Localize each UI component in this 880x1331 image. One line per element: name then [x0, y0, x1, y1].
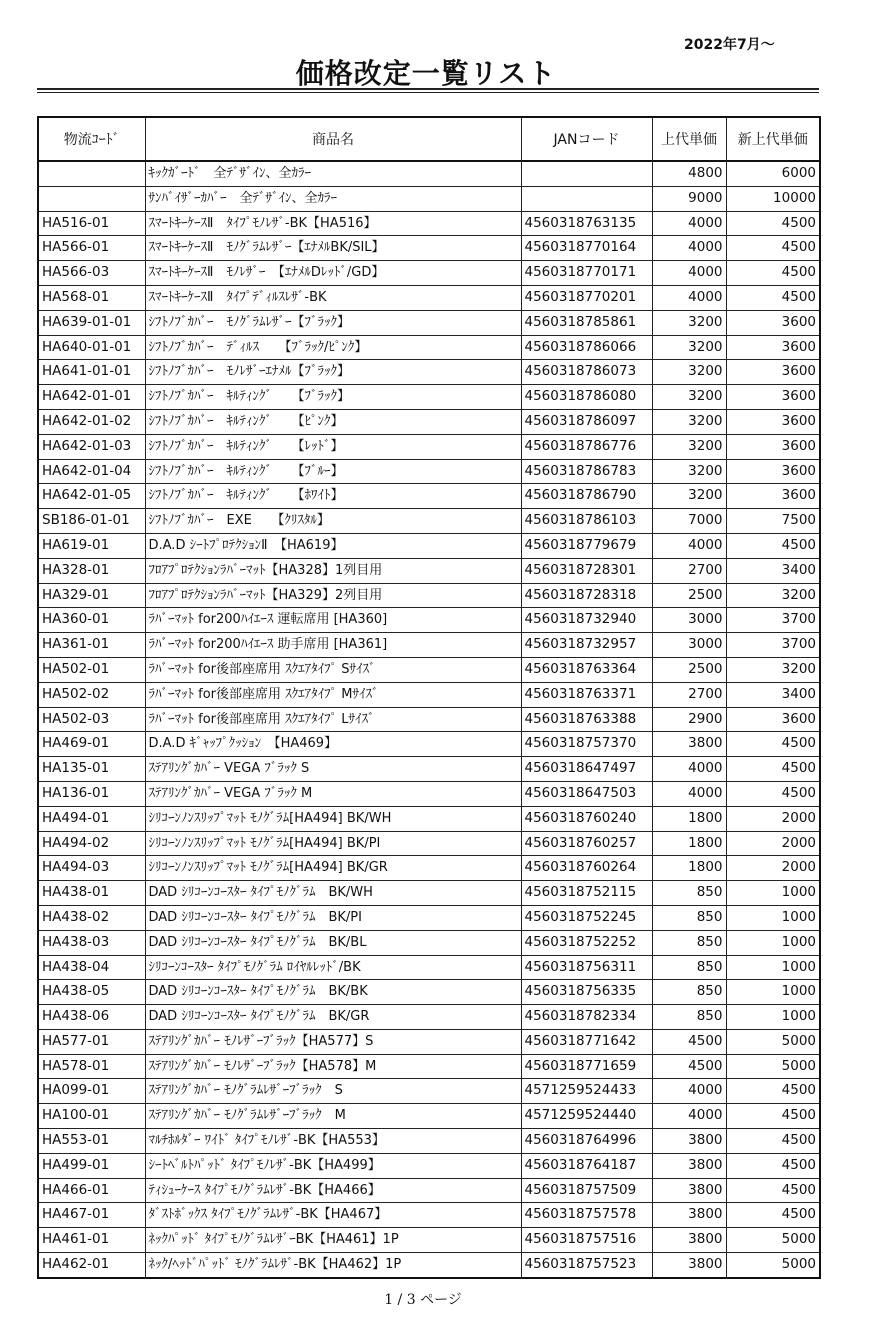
table-row [38, 533, 820, 558]
cell-retail-price: 7000 [652, 509, 726, 534]
cell-product-name: ﾗﾊﾞｰﾏｯﾄ for200ﾊｲｴｰｽ 運転席用 [HA360] [145, 608, 521, 633]
cell-logistics-code: HA466-01 [38, 1178, 145, 1203]
table-row [38, 1079, 820, 1104]
cell-retail-price: 4000 [652, 781, 726, 806]
cell-logistics-code: HA329-01 [38, 583, 145, 608]
cell-product-name: ｽﾃｱﾘﾝｸﾞｶﾊﾞｰ VEGA ﾌﾞﾗｯｸ S [145, 757, 521, 782]
cell-new-retail-price: 4500 [726, 757, 820, 782]
cell-logistics-code: HA499-01 [38, 1153, 145, 1178]
cell-jan-code: 4560318760264 [521, 856, 652, 881]
cell-retail-price: 4000 [652, 533, 726, 558]
cell-retail-price: 3200 [652, 310, 726, 335]
cell-logistics-code: HA502-03 [38, 707, 145, 732]
cell-jan-code: 4560318763371 [521, 682, 652, 707]
cell-retail-price: 4000 [652, 1079, 726, 1104]
cell-jan-code: 4560318757523 [521, 1253, 652, 1278]
cell-product-name: ｼﾘｺｰﾝｺｰｽﾀｰ ﾀｲﾌﾟﾓﾉｸﾞﾗﾑ ﾛｲﾔﾙﾚｯﾄﾞ/BK [145, 955, 521, 980]
cell-new-retail-price: 3700 [726, 633, 820, 658]
cell-product-name: ｽﾃｱﾘﾝｸﾞｶﾊﾞｰ ﾓﾉﾚｻﾞｰﾌﾞﾗｯｸ【HA578】M [145, 1054, 521, 1079]
cell-product-name: ｽﾏｰﾄｷｰｹｰｽⅡ ﾀｲﾌﾟﾃﾞｨﾙｽﾚｻﾞ-BK [145, 285, 521, 310]
cell-jan-code: 4560318647503 [521, 781, 652, 806]
cell-jan-code: 4571259524433 [521, 1079, 652, 1104]
list-date: 2022年7月～ [684, 37, 775, 53]
cell-jan-code: 4560318757516 [521, 1228, 652, 1253]
cell-new-retail-price: 4500 [726, 1104, 820, 1129]
cell-logistics-code: HA099-01 [38, 1079, 145, 1104]
cell-logistics-code: HA568-01 [38, 285, 145, 310]
cell-new-retail-price: 1000 [726, 930, 820, 955]
cell-product-name: ｻﾝﾊﾞｲｻﾞｰｶﾊﾞｰ 全ﾃﾞｻﾞｲﾝ、全ｶﾗｰ [145, 186, 521, 211]
cell-retail-price: 9000 [652, 186, 726, 211]
table-row [38, 757, 820, 782]
cell-product-name: ﾗﾊﾞｰﾏｯﾄ for後部座席用 ｽｸｴｱﾀｲﾌﾟ Sｻｲｽﾞ [145, 657, 521, 682]
cell-logistics-code: HA619-01 [38, 533, 145, 558]
table-row [38, 657, 820, 682]
cell-new-retail-price: 1000 [726, 955, 820, 980]
cell-product-name: DAD ｼﾘｺｰﾝｺｰｽﾀｰ ﾀｲﾌﾟﾓﾉｸﾞﾗﾑ BK/PI [145, 905, 521, 930]
cell-product-name: ｼﾌﾄﾉﾌﾞｶﾊﾞｰ EXE 【ｸﾘｽﾀﾙ】 [145, 509, 521, 534]
cell-new-retail-price: 3400 [726, 558, 820, 583]
table-row [38, 558, 820, 583]
cell-logistics-code: HA641-01-01 [38, 360, 145, 385]
cell-new-retail-price: 3600 [726, 335, 820, 360]
cell-product-name: ﾈｯｸ/ﾍｯﾄﾞﾊﾟｯﾄﾞ ﾓﾉｸﾞﾗﾑﾚｻﾞ-BK【HA462】1P [145, 1253, 521, 1278]
cell-logistics-code: HA516-01 [38, 211, 145, 236]
table-row [38, 1029, 820, 1054]
cell-logistics-code: HA461-01 [38, 1228, 145, 1253]
cell-jan-code: 4560318763388 [521, 707, 652, 732]
table-row [38, 459, 820, 484]
cell-retail-price: 3200 [652, 459, 726, 484]
cell-logistics-code: HA642-01-01 [38, 385, 145, 410]
cell-new-retail-price: 3600 [726, 459, 820, 484]
cell-retail-price: 1800 [652, 831, 726, 856]
cell-jan-code: 4560318786783 [521, 459, 652, 484]
table-row [38, 261, 820, 286]
cell-new-retail-price: 5000 [726, 1054, 820, 1079]
cell-logistics-code: HA438-04 [38, 955, 145, 980]
cell-product-name: ｼﾘｺｰﾝﾉﾝｽﾘｯﾌﾟﾏｯﾄ ﾓﾉｸﾞﾗﾑ[HA494] BK/WH [145, 806, 521, 831]
cell-product-name: ｽﾃｱﾘﾝｸﾞｶﾊﾞｰ ﾓﾉｸﾞﾗﾑﾚｻﾞｰﾌﾞﾗｯｸ M [145, 1104, 521, 1129]
cell-jan-code: 4560318786073 [521, 360, 652, 385]
cell-jan-code: 4560318786066 [521, 335, 652, 360]
cell-jan-code: 4560318779679 [521, 533, 652, 558]
cell-new-retail-price: 3600 [726, 310, 820, 335]
cell-jan-code: 4560318728318 [521, 583, 652, 608]
cell-new-retail-price: 4500 [726, 236, 820, 261]
cell-logistics-code: HA469-01 [38, 732, 145, 757]
cell-jan-code: 4560318770171 [521, 261, 652, 286]
cell-product-name: ｼﾌﾄﾉﾌﾞｶﾊﾞｰ ｷﾙﾃｨﾝｸﾞ 【ﾌﾞﾗｯｸ】 [145, 385, 521, 410]
cell-logistics-code: HA642-01-04 [38, 459, 145, 484]
table-row [38, 583, 820, 608]
table-row [38, 881, 820, 906]
cell-product-name: DAD ｼﾘｺｰﾝｺｰｽﾀｰ ﾀｲﾌﾟﾓﾉｸﾞﾗﾑ BK/BL [145, 930, 521, 955]
cell-new-retail-price: 4500 [726, 1129, 820, 1154]
table-row [38, 1104, 820, 1129]
cell-logistics-code: HA577-01 [38, 1029, 145, 1054]
table-row [38, 409, 820, 434]
cell-jan-code: 4560318771642 [521, 1029, 652, 1054]
table-row [38, 980, 820, 1005]
cell-retail-price: 2900 [652, 707, 726, 732]
cell-retail-price: 850 [652, 905, 726, 930]
cell-jan-code: 4560318752115 [521, 881, 652, 906]
table-row [38, 955, 820, 980]
cell-retail-price: 3200 [652, 360, 726, 385]
cell-product-name: ｼｰﾄﾍﾞﾙﾄﾊﾟｯﾄﾞ ﾀｲﾌﾟﾓﾉﾚｻﾞ-BK【HA499】 [145, 1153, 521, 1178]
cell-retail-price: 4000 [652, 1104, 726, 1129]
table-row [38, 1153, 820, 1178]
cell-product-name: ｽﾏｰﾄｷｰｹｰｽⅡ ﾓﾉﾚｻﾞｰ 【ｴﾅﾒﾙDﾚｯﾄﾞ/GD】 [145, 261, 521, 286]
cell-jan-code: 4560318770201 [521, 285, 652, 310]
table-row [38, 806, 820, 831]
cell-product-name: ﾌﾛｱﾌﾟﾛﾃｸｼｮﾝﾗﾊﾞｰﾏｯﾄ【HA328】1列目用 [145, 558, 521, 583]
cell-new-retail-price: 1000 [726, 980, 820, 1005]
cell-logistics-code: HA467-01 [38, 1203, 145, 1228]
cell-retail-price: 3800 [652, 1228, 726, 1253]
price-revision-table [37, 116, 821, 1279]
cell-product-name: ﾗﾊﾞｰﾏｯﾄ for200ﾊｲｴｰｽ 助手席用 [HA361] [145, 633, 521, 658]
cell-logistics-code: HA578-01 [38, 1054, 145, 1079]
cell-retail-price: 4800 [652, 161, 726, 186]
cell-retail-price: 4000 [652, 757, 726, 782]
cell-jan-code [521, 161, 652, 186]
cell-logistics-code: HA642-01-03 [38, 434, 145, 459]
cell-product-name: ﾃｨｼｭｰｹｰｽ ﾀｲﾌﾟﾓﾉｸﾞﾗﾑﾚｻﾞ-BK【HA466】 [145, 1178, 521, 1203]
cell-new-retail-price: 4500 [726, 1153, 820, 1178]
cell-retail-price: 850 [652, 1005, 726, 1030]
cell-logistics-code: HA438-03 [38, 930, 145, 955]
table-row [38, 608, 820, 633]
cell-retail-price: 3200 [652, 335, 726, 360]
cell-new-retail-price: 7500 [726, 509, 820, 534]
cell-jan-code: 4560318760240 [521, 806, 652, 831]
cell-new-retail-price: 2000 [726, 856, 820, 881]
cell-logistics-code: HA462-01 [38, 1253, 145, 1278]
cell-product-name: ｽﾏｰﾄｷｰｹｰｽⅡ ﾀｲﾌﾟﾓﾉﾚｻﾞ-BK【HA516】 [145, 211, 521, 236]
table-row [38, 1129, 820, 1154]
cell-jan-code: 4560318757578 [521, 1203, 652, 1228]
cell-retail-price: 4000 [652, 285, 726, 310]
cell-jan-code: 4560318732940 [521, 608, 652, 633]
cell-new-retail-price: 1000 [726, 881, 820, 906]
cell-jan-code: 4560318757370 [521, 732, 652, 757]
cell-jan-code: 4560318786103 [521, 509, 652, 534]
cell-new-retail-price: 4500 [726, 781, 820, 806]
cell-logistics-code: HA135-01 [38, 757, 145, 782]
cell-jan-code: 4571259524440 [521, 1104, 652, 1129]
cell-logistics-code: HA566-01 [38, 236, 145, 261]
cell-jan-code: 4560318760257 [521, 831, 652, 856]
cell-retail-price: 850 [652, 980, 726, 1005]
table-row [38, 1253, 820, 1278]
cell-new-retail-price: 4500 [726, 1178, 820, 1203]
cell-new-retail-price: 1000 [726, 905, 820, 930]
cell-jan-code: 4560318770164 [521, 236, 652, 261]
cell-new-retail-price: 3400 [726, 682, 820, 707]
cell-retail-price: 4500 [652, 1029, 726, 1054]
cell-logistics-code: HA361-01 [38, 633, 145, 658]
cell-product-name: ｼﾌﾄﾉﾌﾞｶﾊﾞｰ ｷﾙﾃｨﾝｸﾞ 【ﾚｯﾄﾞ】 [145, 434, 521, 459]
cell-retail-price: 850 [652, 930, 726, 955]
table-row [38, 1178, 820, 1203]
cell-jan-code: 4560318764187 [521, 1153, 652, 1178]
cell-logistics-code [38, 186, 145, 211]
cell-retail-price: 850 [652, 955, 726, 980]
cell-retail-price: 3000 [652, 608, 726, 633]
cell-jan-code: 4560318782334 [521, 1005, 652, 1030]
cell-retail-price: 4000 [652, 236, 726, 261]
cell-retail-price: 3800 [652, 732, 726, 757]
cell-logistics-code [38, 161, 145, 186]
cell-product-name: ﾈｯｸﾊﾟｯﾄﾞ ﾀｲﾌﾟﾓﾉｸﾞﾗﾑﾚｻﾞｰBK【HA461】1P [145, 1228, 521, 1253]
table-row [38, 434, 820, 459]
cell-new-retail-price: 3600 [726, 484, 820, 509]
cell-logistics-code: HA100-01 [38, 1104, 145, 1129]
cell-product-name: ｼﾌﾄﾉﾌﾞｶﾊﾞｰ ｷﾙﾃｨﾝｸﾞ 【ﾎﾜｲﾄ】 [145, 484, 521, 509]
table-row [38, 682, 820, 707]
page-title: 価格改定一覧リスト [295, 57, 557, 90]
table-row [38, 831, 820, 856]
cell-jan-code: 4560318786080 [521, 385, 652, 410]
cell-new-retail-price: 3200 [726, 657, 820, 682]
cell-logistics-code: HA639-01-01 [38, 310, 145, 335]
cell-product-name: ｽﾃｱﾘﾝｸﾞｶﾊﾞｰ ﾓﾉｸﾞﾗﾑﾚｻﾞｰﾌﾞﾗｯｸ S [145, 1079, 521, 1104]
cell-logistics-code: HA553-01 [38, 1129, 145, 1154]
cell-new-retail-price: 3600 [726, 360, 820, 385]
table-row [38, 385, 820, 410]
cell-retail-price: 3800 [652, 1153, 726, 1178]
cell-logistics-code: HA640-01-01 [38, 335, 145, 360]
cell-product-name: ｼﾘｺｰﾝﾉﾝｽﾘｯﾌﾟﾏｯﾄ ﾓﾉｸﾞﾗﾑ[HA494] BK/GR [145, 856, 521, 881]
table-row [38, 905, 820, 930]
cell-retail-price: 850 [652, 881, 726, 906]
cell-logistics-code: HA502-01 [38, 657, 145, 682]
cell-jan-code: 4560318786097 [521, 409, 652, 434]
cell-product-name: ｽﾃｱﾘﾝｸﾞｶﾊﾞｰ ﾓﾉﾚｻﾞｰﾌﾞﾗｯｸ【HA577】S [145, 1029, 521, 1054]
cell-product-name: DAD ｼﾘｺｰﾝｺｰｽﾀｰ ﾀｲﾌﾟﾓﾉｸﾞﾗﾑ BK/GR [145, 1005, 521, 1030]
page-number: 1 / 3 ページ [384, 1292, 462, 1308]
cell-product-name: ﾗﾊﾞｰﾏｯﾄ for後部座席用 ｽｸｴｱﾀｲﾌﾟ Mｻｲｽﾞ [145, 682, 521, 707]
cell-retail-price: 1800 [652, 806, 726, 831]
table-row [38, 781, 820, 806]
cell-retail-price: 2700 [652, 682, 726, 707]
cell-product-name: ｼﾌﾄﾉﾌﾞｶﾊﾞｰ ﾓﾉｸﾞﾗﾑﾚｻﾞｰ【ﾌﾞﾗｯｸ】 [145, 310, 521, 335]
cell-jan-code: 4560318732957 [521, 633, 652, 658]
cell-new-retail-price: 3600 [726, 434, 820, 459]
cell-product-name: ﾗﾊﾞｰﾏｯﾄ for後部座席用 ｽｸｴｱﾀｲﾌﾟ Lｻｲｽﾞ [145, 707, 521, 732]
header-jan-code: JANコード [521, 117, 652, 161]
table-row [38, 1005, 820, 1030]
cell-jan-code: 4560318647497 [521, 757, 652, 782]
cell-logistics-code: HA438-01 [38, 881, 145, 906]
cell-product-name: DAD ｼﾘｺｰﾝｺｰｽﾀｰ ﾀｲﾌﾟﾓﾉｸﾞﾗﾑ BK/WH [145, 881, 521, 906]
cell-new-retail-price: 3200 [726, 583, 820, 608]
cell-logistics-code: HA360-01 [38, 608, 145, 633]
table-row [38, 161, 820, 186]
cell-jan-code: 4560318771659 [521, 1054, 652, 1079]
cell-retail-price: 3200 [652, 434, 726, 459]
cell-jan-code: 4560318756335 [521, 980, 652, 1005]
cell-product-name: ｼﾘｺｰﾝﾉﾝｽﾘｯﾌﾟﾏｯﾄ ﾓﾉｸﾞﾗﾑ[HA494] BK/PI [145, 831, 521, 856]
table-row [38, 930, 820, 955]
cell-new-retail-price: 1000 [726, 1005, 820, 1030]
cell-logistics-code: HA642-01-05 [38, 484, 145, 509]
cell-retail-price: 3800 [652, 1203, 726, 1228]
header-retail-price: 上代単価 [652, 117, 726, 161]
table-row [38, 285, 820, 310]
cell-jan-code: 4560318763135 [521, 211, 652, 236]
cell-retail-price: 3000 [652, 633, 726, 658]
cell-product-name: ﾀﾞｽﾄﾎﾞｯｸｽ ﾀｲﾌﾟﾓﾉｸﾞﾗﾑﾚｻﾞ-BK【HA467】 [145, 1203, 521, 1228]
cell-jan-code: 4560318757509 [521, 1178, 652, 1203]
cell-new-retail-price: 4500 [726, 261, 820, 286]
cell-product-name: ﾏﾙﾁﾎﾙﾀﾞｰ ﾜｲﾄﾞ ﾀｲﾌﾟﾓﾉﾚｻﾞ-BK【HA553】 [145, 1129, 521, 1154]
cell-new-retail-price: 5000 [726, 1228, 820, 1253]
cell-retail-price: 4000 [652, 261, 726, 286]
table-row [38, 633, 820, 658]
cell-retail-price: 3200 [652, 385, 726, 410]
cell-logistics-code: HA494-03 [38, 856, 145, 881]
cell-logistics-code: HA566-03 [38, 261, 145, 286]
cell-jan-code: 4560318763364 [521, 657, 652, 682]
cell-retail-price: 4500 [652, 1054, 726, 1079]
cell-product-name: ｼﾌﾄﾉﾌﾞｶﾊﾞｰ ﾃﾞｨﾙｽ 【ﾌﾞﾗｯｸ/ﾋﾟﾝｸ】 [145, 335, 521, 360]
cell-logistics-code: HA438-06 [38, 1005, 145, 1030]
cell-product-name: ﾌﾛｱﾌﾟﾛﾃｸｼｮﾝﾗﾊﾞｰﾏｯﾄ【HA329】2列目用 [145, 583, 521, 608]
cell-jan-code: 4560318752252 [521, 930, 652, 955]
table-row [38, 335, 820, 360]
cell-logistics-code: HA502-02 [38, 682, 145, 707]
cell-jan-code [521, 186, 652, 211]
title-underline-thin [37, 92, 819, 93]
cell-product-name: D.A.D ｼｰﾄﾌﾟﾛﾃｸｼｮﾝⅡ 【HA619】 [145, 533, 521, 558]
cell-new-retail-price: 4500 [726, 1079, 820, 1104]
cell-logistics-code: HA494-02 [38, 831, 145, 856]
header-logistics-code: 物流ｺｰﾄﾞ [38, 117, 145, 161]
cell-retail-price: 3800 [652, 1253, 726, 1278]
cell-new-retail-price: 6000 [726, 161, 820, 186]
cell-product-name: ｽﾃｱﾘﾝｸﾞｶﾊﾞｰ VEGA ﾌﾞﾗｯｸ M [145, 781, 521, 806]
cell-logistics-code: HA642-01-02 [38, 409, 145, 434]
cell-new-retail-price: 4500 [726, 285, 820, 310]
cell-jan-code: 4560318786790 [521, 484, 652, 509]
cell-product-name: ｼﾌﾄﾉﾌﾞｶﾊﾞｰ ﾓﾉﾚｻﾞｰｴﾅﾒﾙ【ﾌﾞﾗｯｸ】 [145, 360, 521, 385]
table-body [38, 161, 820, 1278]
cell-new-retail-price: 3600 [726, 409, 820, 434]
cell-retail-price: 3800 [652, 1129, 726, 1154]
cell-new-retail-price: 4500 [726, 732, 820, 757]
cell-product-name: DAD ｼﾘｺｰﾝｺｰｽﾀｰ ﾀｲﾌﾟﾓﾉｸﾞﾗﾑ BK/BK [145, 980, 521, 1005]
table-row [38, 484, 820, 509]
table-row [38, 186, 820, 211]
cell-jan-code: 4560318764996 [521, 1129, 652, 1154]
table-row [38, 707, 820, 732]
cell-new-retail-price: 10000 [726, 186, 820, 211]
table-row [38, 856, 820, 881]
table-row [38, 1228, 820, 1253]
cell-retail-price: 4000 [652, 211, 726, 236]
cell-jan-code: 4560318786776 [521, 434, 652, 459]
cell-product-name: ｼﾌﾄﾉﾌﾞｶﾊﾞｰ ｷﾙﾃｨﾝｸﾞ 【ﾋﾟﾝｸ】 [145, 409, 521, 434]
cell-logistics-code: SB186-01-01 [38, 509, 145, 534]
cell-logistics-code: HA438-02 [38, 905, 145, 930]
table-row [38, 236, 820, 261]
cell-retail-price: 3200 [652, 409, 726, 434]
cell-new-retail-price: 3600 [726, 385, 820, 410]
table-row [38, 1054, 820, 1079]
cell-logistics-code: HA494-01 [38, 806, 145, 831]
cell-new-retail-price: 4500 [726, 533, 820, 558]
cell-new-retail-price: 5000 [726, 1029, 820, 1054]
cell-jan-code: 4560318728301 [521, 558, 652, 583]
cell-retail-price: 1800 [652, 856, 726, 881]
table-row [38, 360, 820, 385]
cell-product-name: ｼﾌﾄﾉﾌﾞｶﾊﾞｰ ｷﾙﾃｨﾝｸﾞ 【ﾌﾞﾙｰ】 [145, 459, 521, 484]
cell-product-name: D.A.D ｷﾞｬｯﾌﾟｸｯｼｮﾝ 【HA469】 [145, 732, 521, 757]
cell-new-retail-price: 5000 [726, 1253, 820, 1278]
cell-retail-price: 3200 [652, 484, 726, 509]
cell-retail-price: 2500 [652, 657, 726, 682]
cell-logistics-code: HA328-01 [38, 558, 145, 583]
cell-product-name: ｷｯｸｶﾞｰﾄﾞ 全ﾃﾞｻﾞｲﾝ、全ｶﾗｰ [145, 161, 521, 186]
cell-logistics-code: HA438-05 [38, 980, 145, 1005]
cell-retail-price: 2700 [652, 558, 726, 583]
cell-new-retail-price: 4500 [726, 211, 820, 236]
table-header-row [38, 117, 820, 161]
cell-product-name: ｽﾏｰﾄｷｰｹｰｽⅡ ﾓﾉｸﾞﾗﾑﾚｻﾞｰ【ｴﾅﾒﾙBK/SIL】 [145, 236, 521, 261]
header-product-name: 商品名 [145, 117, 521, 161]
cell-jan-code: 4560318752245 [521, 905, 652, 930]
cell-retail-price: 3800 [652, 1178, 726, 1203]
cell-jan-code: 4560318756311 [521, 955, 652, 980]
header-new-retail-price: 新上代単価 [726, 117, 820, 161]
cell-new-retail-price: 2000 [726, 831, 820, 856]
cell-new-retail-price: 2000 [726, 806, 820, 831]
cell-new-retail-price: 4500 [726, 1203, 820, 1228]
cell-new-retail-price: 3600 [726, 707, 820, 732]
table-row [38, 310, 820, 335]
table-row [38, 211, 820, 236]
cell-retail-price: 2500 [652, 583, 726, 608]
cell-new-retail-price: 3700 [726, 608, 820, 633]
table-row [38, 509, 820, 534]
title-underline [37, 88, 819, 90]
cell-jan-code: 4560318785861 [521, 310, 652, 335]
table-row [38, 732, 820, 757]
table-row [38, 1203, 820, 1228]
cell-logistics-code: HA136-01 [38, 781, 145, 806]
